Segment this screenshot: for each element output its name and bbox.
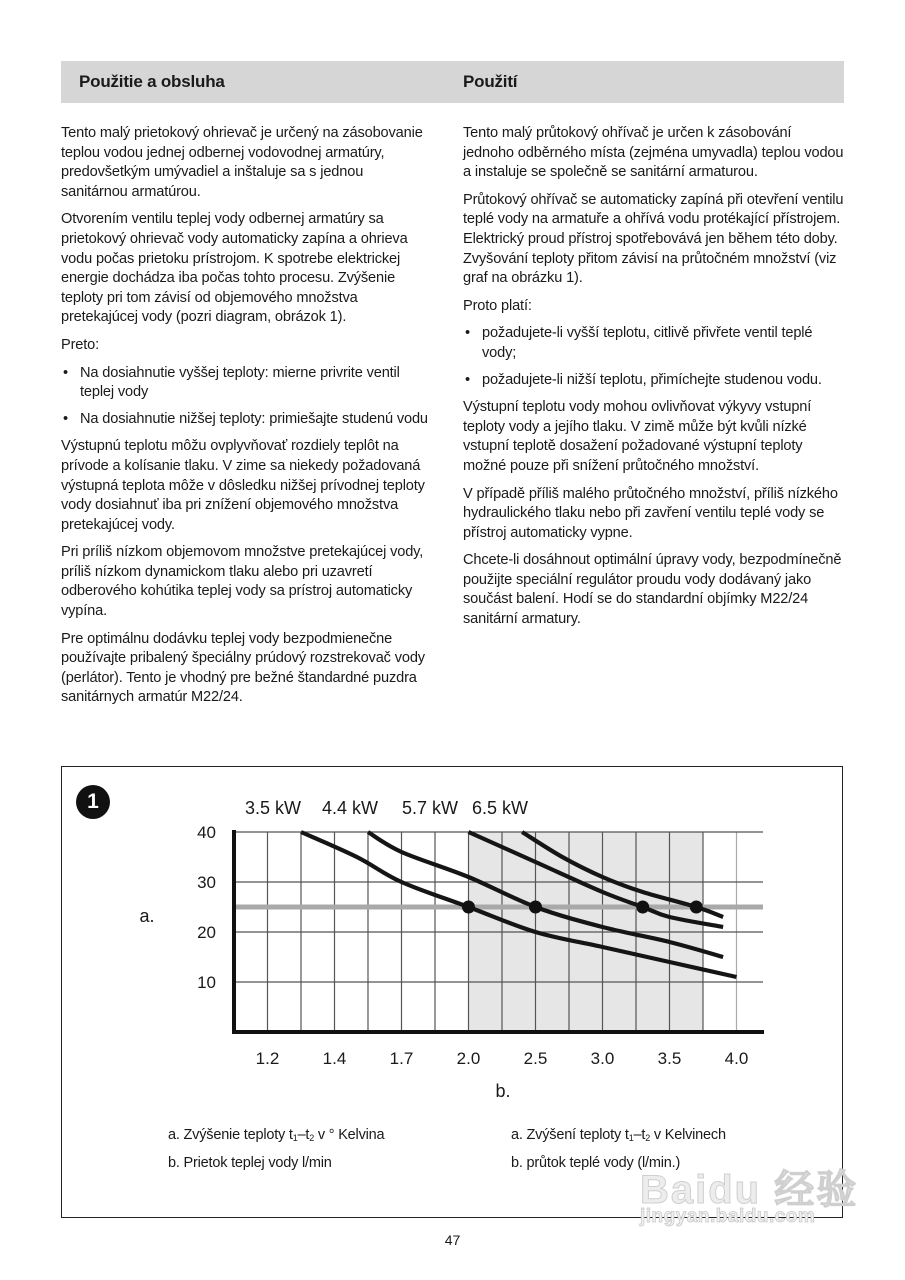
- legend-a-cz: a. Zvýšení teploty $t_1-t_2$ v Kelvinech: [511, 1127, 726, 1143]
- bullet-icon: •: [63, 410, 68, 427]
- bullet-icon: •: [63, 364, 68, 381]
- svg-text:4.0: 4.0: [724, 1049, 749, 1068]
- svg-text:1.4: 1.4: [322, 1049, 347, 1068]
- paragraph: V případě příliš malého průtočného množství, příliš nízkého hydraulického tlaku nebo při zavření ventilu teplé vody se přístroj automaticky vypne.: [463, 485, 838, 541]
- list-item: • požadujete-li vyšší teplotu, citlivě přivřete ventil teplé vody;: [465, 325, 813, 361]
- paragraph: Výstupnú teplotu môžu ovplyvňovať rozdiely teplôt na prívode a kolísanie tlaku. V zime sa niekedy požadovaná výstupná teplota môže v dôsledku nižšej prívodnej teploty vody dosiahnuť iba pri znížení objemového množstva pretekajúcej vody.: [61, 438, 425, 533]
- svg-text:30: 30: [197, 873, 216, 892]
- marker-dot: [636, 901, 649, 914]
- list-item: • Na dosiahnutie nižšej teploty: primiešajte studenú vodu: [61, 410, 433, 430]
- svg-text:5.7 kW: 5.7 kW: [401, 798, 459, 818]
- svg-text:1.2: 1.2: [255, 1049, 280, 1068]
- paragraph: Pre optimálnu dodávku teplej vody bezpodmienečne používajte pribalený špeciálny prúdový rozstrekovač vody (perlátor). Tento je vhodný pre bežné štandardné puzdra sanitárnych armatúr M22/24.: [61, 630, 425, 706]
- watermark-logo-text: Baidu 经验: [640, 1168, 859, 1212]
- y-axis-label: a.: [139, 906, 155, 926]
- bullet-icon: •: [465, 325, 470, 342]
- list-item: • Na dosiahnutie vyššej teploty: mierne privrite ventil teplej vody: [63, 364, 400, 401]
- series-labels: [245, 798, 528, 818]
- legend-left: [168, 1123, 384, 1176]
- paragraph: Tento malý průtokový ohřívač je určen k zásobování jednoho odběrného místa (zejména umyvadla) teplou vodou a instaluje se společně se sanitární armaturou.: [463, 125, 844, 181]
- svg-text:2.5: 2.5: [523, 1049, 548, 1068]
- x-tick-labels: [256, 1049, 749, 1068]
- baidu-watermark: [640, 1148, 880, 1228]
- paragraph: Výstupní teplotu vody mohou ovlivňovat výkyvy vstupní teploty vody a jejího tlaku. V zimě může být kvůli nízké vstupní teplotě dosažení požadované výstupní teploty možné pouze při snížení průtočného množství.: [463, 399, 812, 474]
- legend-a-sk: a. Zvýšenie teploty $t_1-t_2$ v ° Kelvina: [168, 1127, 385, 1143]
- paragraph: Proto platí:: [463, 297, 532, 314]
- figure-number-badge: 1: [76, 785, 110, 819]
- legend-b-cz: b. průtok teplé vody (l/min.): [511, 1155, 681, 1171]
- left-section-title: Použitie a obsluha: [79, 72, 225, 91]
- paragraph: Otvorením ventilu teplej vody odbernej armatúry sa prietokový ohrievač vody automaticky zapína a ohrieva vodu počas prietoku prístrojom. K spotrebe elektrickej energie dochádza iba počas tohto procesu. Zvýšenie teploty pri tom závisí od objemového množstva pretekajúcej vody (pozri diagram, obrázok 1).: [61, 211, 408, 326]
- svg-text:2.0: 2.0: [456, 1049, 481, 1068]
- paragraph: Preto:: [61, 336, 100, 353]
- page-number: 47: [444, 1232, 461, 1248]
- paragraph: Tento malý prietokový ohrievač je určený na zásobovanie teplou vodou jednej odbernej vodovodnej armatúry, predovšetkým umývadiel a inštaluje sa s jednou sanitárnou armatúrou.: [61, 125, 423, 200]
- x-axis-label: b.: [495, 1081, 511, 1101]
- svg-text:40: 40: [197, 823, 216, 842]
- svg-text:3.5: 3.5: [657, 1049, 682, 1068]
- paragraph: Chcete-li dosáhnout optimální úpravy vody, bezpodmínečně použijte speciální regulátor proudu vody dodávaný jako součást balení. Hodí se do standardní objímky M22/24 sanitární armatury.: [463, 552, 842, 628]
- svg-text:20: 20: [197, 923, 216, 942]
- svg-text:1.7: 1.7: [389, 1049, 414, 1068]
- paragraph: Pri príliš nízkom objemovom množstve pretekajúcej vody, príliš nízkom dynamickom tlaku alebo pri uzavretí odberového kohútika teplej vody sa prístroj automaticky vypína.: [61, 544, 424, 620]
- marker-dot: [529, 901, 542, 914]
- right-section-title: Použití: [463, 72, 518, 91]
- svg-text:10: 10: [197, 973, 216, 992]
- paragraph: Průtokový ohřívač se automaticky zapíná při otevření ventilu teplé vody na armatuře a ohřívá vodu protékající přístrojem. Elektrický proud přístroj spotřebovává jen během této doby. Zvyšování teploty přitom závisí na průtočném množství (viz graf na obrázku 1).: [463, 191, 844, 287]
- svg-text:3.0: 3.0: [590, 1049, 615, 1068]
- svg-text:3.5 kW: 3.5 kW: [244, 798, 302, 818]
- y-tick-labels: [197, 823, 216, 992]
- marker-dot: [690, 901, 703, 914]
- svg-text:6.5 kW: 6.5 kW: [471, 798, 529, 818]
- svg-text:4.4 kW: 4.4 kW: [321, 798, 379, 818]
- marker-dot: [462, 901, 475, 914]
- watermark-url: jingyan.baidu.com: [640, 1206, 816, 1227]
- list-item: • požadujete-li nižší teplotu, přimíchejte studenou vodu.: [463, 371, 845, 391]
- legend-b-sk: b. Prietok teplej vody l/min: [168, 1155, 332, 1171]
- bullet-icon: •: [465, 371, 470, 388]
